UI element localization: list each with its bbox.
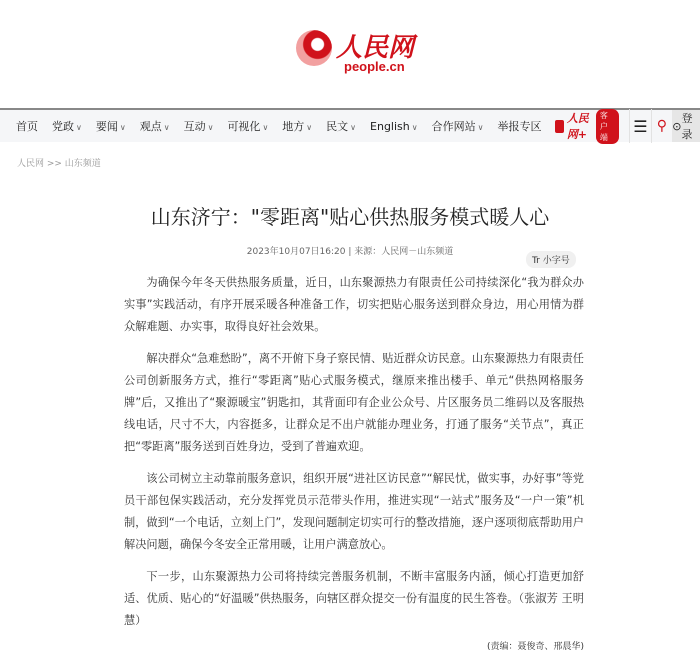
chevron-down-icon: ∨ [119, 123, 126, 132]
chevron-down-icon: ∨ [76, 123, 82, 132]
nav-item-label: 举报专区 [497, 120, 542, 133]
chevron-down-icon: ∨ [163, 123, 170, 132]
main-nav [0, 108, 700, 142]
nav-item[interactable] [52, 118, 82, 134]
nav-item-label: 首页 [16, 120, 38, 133]
font-size-toggle[interactable]: Tr 小字号 [526, 251, 576, 268]
people-cn-logo[interactable] [296, 30, 415, 74]
nav-item-label: 地方 [282, 120, 305, 133]
nav-item-label: 民文 [326, 120, 349, 133]
nav-item-label: English [370, 119, 410, 133]
nav-item-label: 党政 [52, 120, 74, 133]
editor-credit: (责编：聂俊奇、邢晨华) [486, 642, 584, 652]
article-body [124, 272, 584, 658]
nav-item[interactable] [16, 118, 38, 134]
chevron-down-icon: ∨ [350, 123, 357, 132]
chevron-down-icon: ∨ [207, 123, 214, 132]
user-icon: ⊙ [672, 119, 682, 133]
article-meta: 2023年10月07日16:20 | 来源：人民网－山东频道 [246, 247, 454, 257]
app-link[interactable] [555, 109, 619, 144]
nav-item[interactable] [227, 118, 268, 134]
logo-text: 人民网 [336, 33, 415, 63]
logo-domain: people.cn [344, 59, 405, 74]
nav-item[interactable] [140, 118, 170, 134]
chevron-down-icon: ∨ [262, 123, 269, 132]
breadcrumb[interactable]: 人民网 >> 山东频道 [17, 159, 101, 169]
nav-item[interactable] [282, 118, 312, 134]
nav-item-label: 合作网站 [431, 120, 476, 133]
chevron-down-icon: ∨ [477, 123, 484, 132]
nav-item-label: 观点 [139, 120, 162, 133]
login-label: 登录 [681, 112, 693, 141]
nav-item-label: 可视化 [227, 120, 261, 133]
article-title: 山东济宁："零距离"贴心供热服务模式暖人心 [150, 205, 550, 229]
article-paragraph: 该公司树立主动靠前服务意识，组织开展“进社区访民意”“解民忧，做实事，办好事”等党员干部包保实践活动，充分发挥党员示范带头作用，推进实现“一站式”服务及“一户一策”机制，做到“一个电话，立刻上门”，发现问题制定切实可行的整改措施，逐户逐项彻底帮助用户解决问题，确保今冬安全正常用暖，让用户满意放心。 [124, 472, 584, 551]
nav-item[interactable] [326, 118, 356, 134]
logo-emblem-icon [296, 30, 332, 66]
article-paragraph: 为确保今年冬天供热服务质量，近日，山东聚源热力有限责任公司持续深化“我为群众办实事”实践活动，有序开展采暖各种准备工作，切实把贴心服务送到群众身边，用心用情为群众解难题、办实事，取得良好社会效果。 [124, 276, 584, 333]
nav-item-label: 要闻 [95, 120, 118, 133]
app-icon [555, 120, 563, 133]
login-button[interactable] [672, 110, 700, 142]
nav-item[interactable] [497, 118, 541, 134]
chevron-down-icon: ∨ [306, 123, 313, 132]
app-badge: 客户端 [596, 109, 619, 144]
nav-item[interactable] [96, 118, 126, 134]
menu-icon[interactable]: ☰ [633, 116, 648, 136]
nav-item[interactable] [370, 120, 418, 133]
search-icon[interactable]: ⚲ [656, 118, 668, 134]
article-paragraph: 下一步，山东聚源热力公司将持续完善服务机制，不断丰富服务内涵，倾心打造更加舒适、优质、贴心的“好温暖”供热服务，向辖区群众提交一份有温度的民生答卷。（张淑芳 王明慧） [124, 570, 584, 627]
article-paragraph: 解决群众“急难愁盼”，离不开俯下身子察民情、贴近群众访民意。山东聚源热力有限责任公司创新服务方式，推行“零距离”贴心式服务模式，继原来推出楼手、单元“供热网格服务牌”后，又推出了“聚源暖宝”钥匙扣，其背面印有企业公众号、片区服务员二维码以及客服热线电话，尺寸不大，内容挺多，让群众足不出户就能办理业务，打通了服务“关节点”，真正把“零距离”服务送到百姓身边，受到了普遍欢迎。 [124, 352, 584, 453]
chevron-down-icon: ∨ [411, 122, 418, 132]
header [0, 0, 700, 108]
nav-item-label: 互动 [183, 120, 206, 133]
nav-item[interactable] [432, 118, 484, 134]
nav-item[interactable] [184, 118, 214, 134]
app-name: 人民网+ [566, 112, 589, 141]
